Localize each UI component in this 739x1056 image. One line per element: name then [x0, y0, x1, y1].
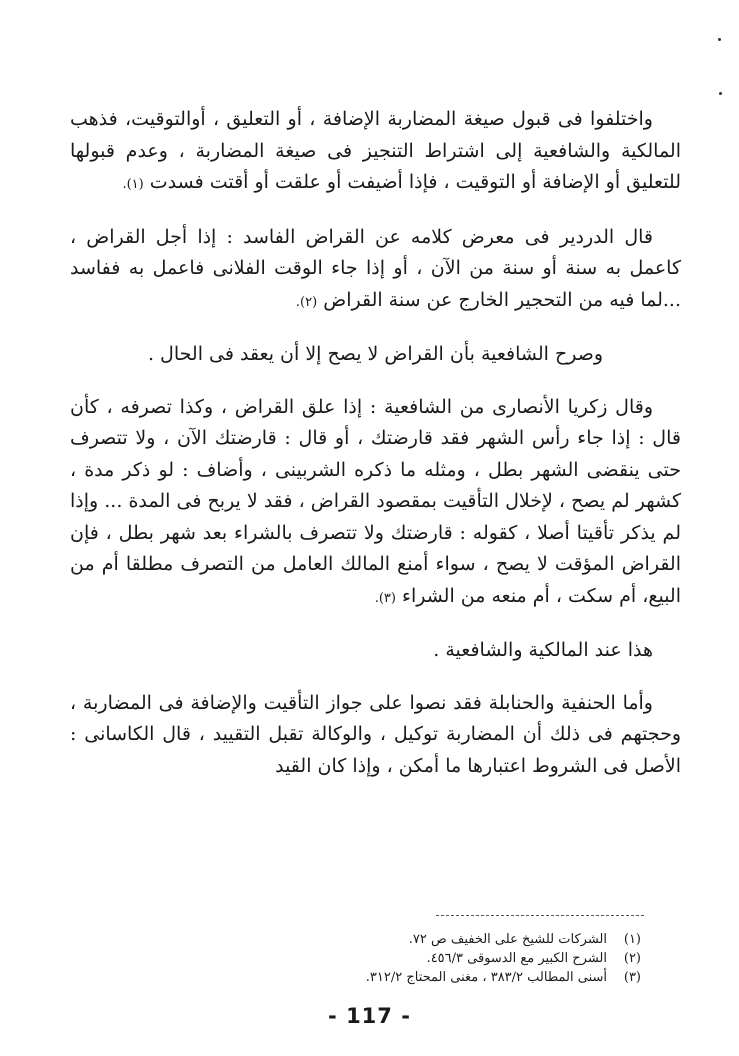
footnotes	[300, 930, 641, 987]
paragraph-6: وأما الحنفية والحنابلة فقد نصوا على جواز التأقيت والإضافة فى المضاربة ، وحجتهم فى ذلك أن المضاربة توكيل ، والوكالة تقبل التقييد ، قال الكاسانى : الأصل فى الشروط اعتبارها ما أمكن ، وإذا كان القيد	[70, 691, 681, 777]
footnote-ref-3: (٣).	[374, 590, 396, 606]
footnote-ref-1: (١).	[122, 177, 144, 192]
paragraph-5: هذا عند المالكية والشافعية .	[433, 639, 653, 661]
paragraph-4: وقال زكريا الأنصارى من الشافعية : إذا علق القراض ، وكذا تصرفه ، كأن قال : إذا جاء رأس الشهر فقد قارضتك ، أو قال : قارضتك الآن ، ولا تتصرف حتى ينقضى الشهر بطل ، ومثله ما ذكره الشربينى ، وأضاف : لو ذكر مدة ، كشهر لم يصح ، لإخلال التأقيت بمقصود القراض ، فقد لا يربح فى المدة ... وإذا لم يذكر تأقيتا أصلا ، كقوله : قارضتك ولا تتصرف بالشراء بعد شهر بطل ، فإن القراض المؤقت لا يصح ، سواء أمنع المالك العامل من التصرف مطلقا أم من البيع، أم سكت ، أم منعه من الشراء (٣).	[70, 395, 681, 607]
footnote-3: (٣) أسنى المطالب ٣٨٣/٢ ، مغنى المحتاج ٣١٢/٢.	[365, 970, 641, 985]
paragraph-1: واختلفوا فى قبول صيغة المضاربة الإضافة ، أو التعليق ، أوالتوقيت، فذهب المالكية والشافعية إلى اشتراط التنجيز فى صيغة المضاربة ، وعدم قبولها للتعليق أو الإضافة أو التوقيت ، فإذا أضيفت أو علقت أو أقتت فسدت (١).	[70, 108, 681, 193]
footnote-2: (٢) الشرح الكبير مع الدسوقى ٤٥٦/٣.	[426, 951, 641, 966]
footnote-1: (١) الشركات للشيخ على الخفيف ص ٧٢.	[408, 932, 641, 947]
paragraph-3: وصرح الشافعية بأن القراض لا يصح إلا أن يعقد فى الحال .	[147, 343, 604, 365]
scan-mark	[719, 92, 722, 95]
scan-mark	[718, 38, 721, 41]
page-number: - 117 -	[328, 1004, 411, 1028]
main-text	[70, 104, 681, 782]
footnote-ref-2: (٢).	[295, 294, 318, 310]
paragraph-2: قال الدردير فى معرض كلامه عن القراض الفاسد : إذا أجل القراض ، كاعمل به سنة أو سنة من الآن ، أو إذا جاء الوقت الفلانى فاعمل به ففاسد ...لما فيه من التحجير الخارج عن سنة القراض (٢).	[70, 225, 681, 311]
footnote-separator	[436, 915, 644, 916]
